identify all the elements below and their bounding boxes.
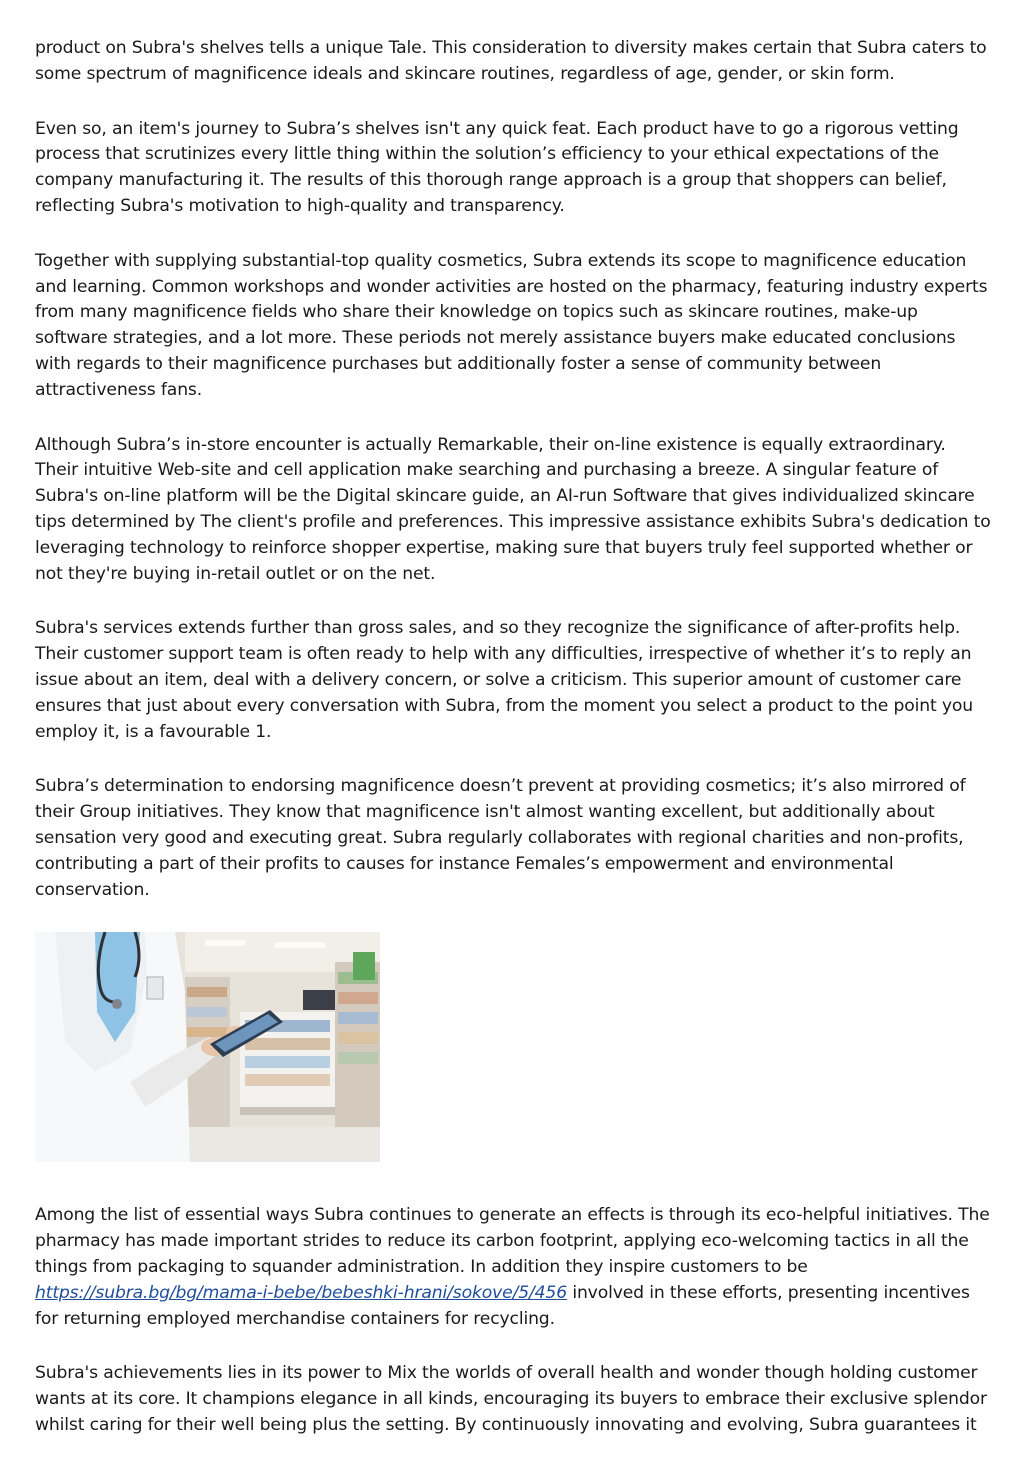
- paragraph-link-text-after: involved in these efforts, presenting incentives for returning employed merchandise containers for recycling.: [35, 1282, 970, 1329]
- paragraph-link: [35, 1203, 991, 1332]
- paragraph-3: Together with supplying substantial-top quality cosmetics, Subra extends its scope to magnificence education and learning. Common workshops and wonder activities are hosted on the pharmacy, featuring industry experts from many magnificence fields who share their knowledge on topics such as skincare routines, make-up software strategies, and a lot more. These periods not merely assistance buyers make educated conclusions with regards to their magnificence purchases but additionally foster a sense of community between attractiveness fans.: [35, 250, 988, 400]
- paragraph-6: Subra’s determination to endorsing magnificence doesn’t prevent at providing cosmetics; it’s also mirrored of their Group initiatives. They know that magnificence isn't almost wanting excellent, but additionally about sensation very good and executing great. Subra regularly collaborates with regional charities and non-profits, contributing a part of their profits to causes for instance Females’s empowerment and environmental conservation.: [35, 776, 966, 900]
- paragraph-1: product on Subra's shelves tells a unique Tale. This consideration to diversity makes certain that Subra caters to some spectrum of magnificence ideals and skincare routines, regardless of age, gender, or skin form.: [35, 38, 987, 84]
- paragraph-link-text-before: Among the list of essential ways Subra continues to generate an effects is through its eco-helpful initiatives. The pharmacy has made important strides to reduce its carbon footprint, applying eco-welcoming tactics in all the things from packaging to squander administration. In addition they inspire customers to be: [35, 1205, 990, 1277]
- paragraph-4: Although Subra’s in-store encounter is actually Remarkable, their on-line existence is equally extraordinary. Their intuitive Web-site and cell application make searching and purchasing a breeze. A singular feature of Subra's on-line platform will be the Digital skincare guide, an AI-run Software that gives individualized skincare tips determined by The client's profile and preferences. This impressive assistance exhibits Subra's dedication to leveraging technology to reinforce shopper expertise, making sure that buyers truly feel supported whether or not they're buying in-retail outlet or on the net.: [35, 434, 991, 584]
- paragraph-last: Subra's achievements lies in its power to Mix the worlds of overall health and wonder though holding customer wants at its core. It champions elegance in all kinds, encouraging its buyers to embrace their exclusive splendor whilst caring for their well being plus the setting. By continuously innovating and evolving, Subra guarantees it: [35, 1363, 987, 1435]
- pharmacist-with-tablet-photo: [35, 932, 380, 1162]
- subra-product-link[interactable]: https://subra.bg/bg/mama-i-bebe/bebeshki-hrani/sokove/5/456: [35, 1282, 567, 1303]
- document-page: [35, 36, 991, 1468]
- paragraph-5: Subra's services extends further than gross sales, and so they recognize the significance of after-profits help. Their customer support team is often ready to help with any difficulties, irrespective of whether it’s to reply an issue about an item, deal with a delivery concern, or solve a criticism. This superior amount of customer care ensures that just about every conversation with Subra, from the moment you select a product to the point you employ it, is a favourable 1.: [35, 618, 973, 742]
- paragraph-2: Even so, an item's journey to Subra’s shelves isn't any quick feat. Each product have to go a rigorous vetting process that scrutinizes every little thing within the solution’s efficiency to your ethical expectations of the company manufacturing it. The results of this thorough range approach is a group that shoppers can belief, reflecting Subra's motivation to high-quality and transparency.: [35, 118, 959, 216]
